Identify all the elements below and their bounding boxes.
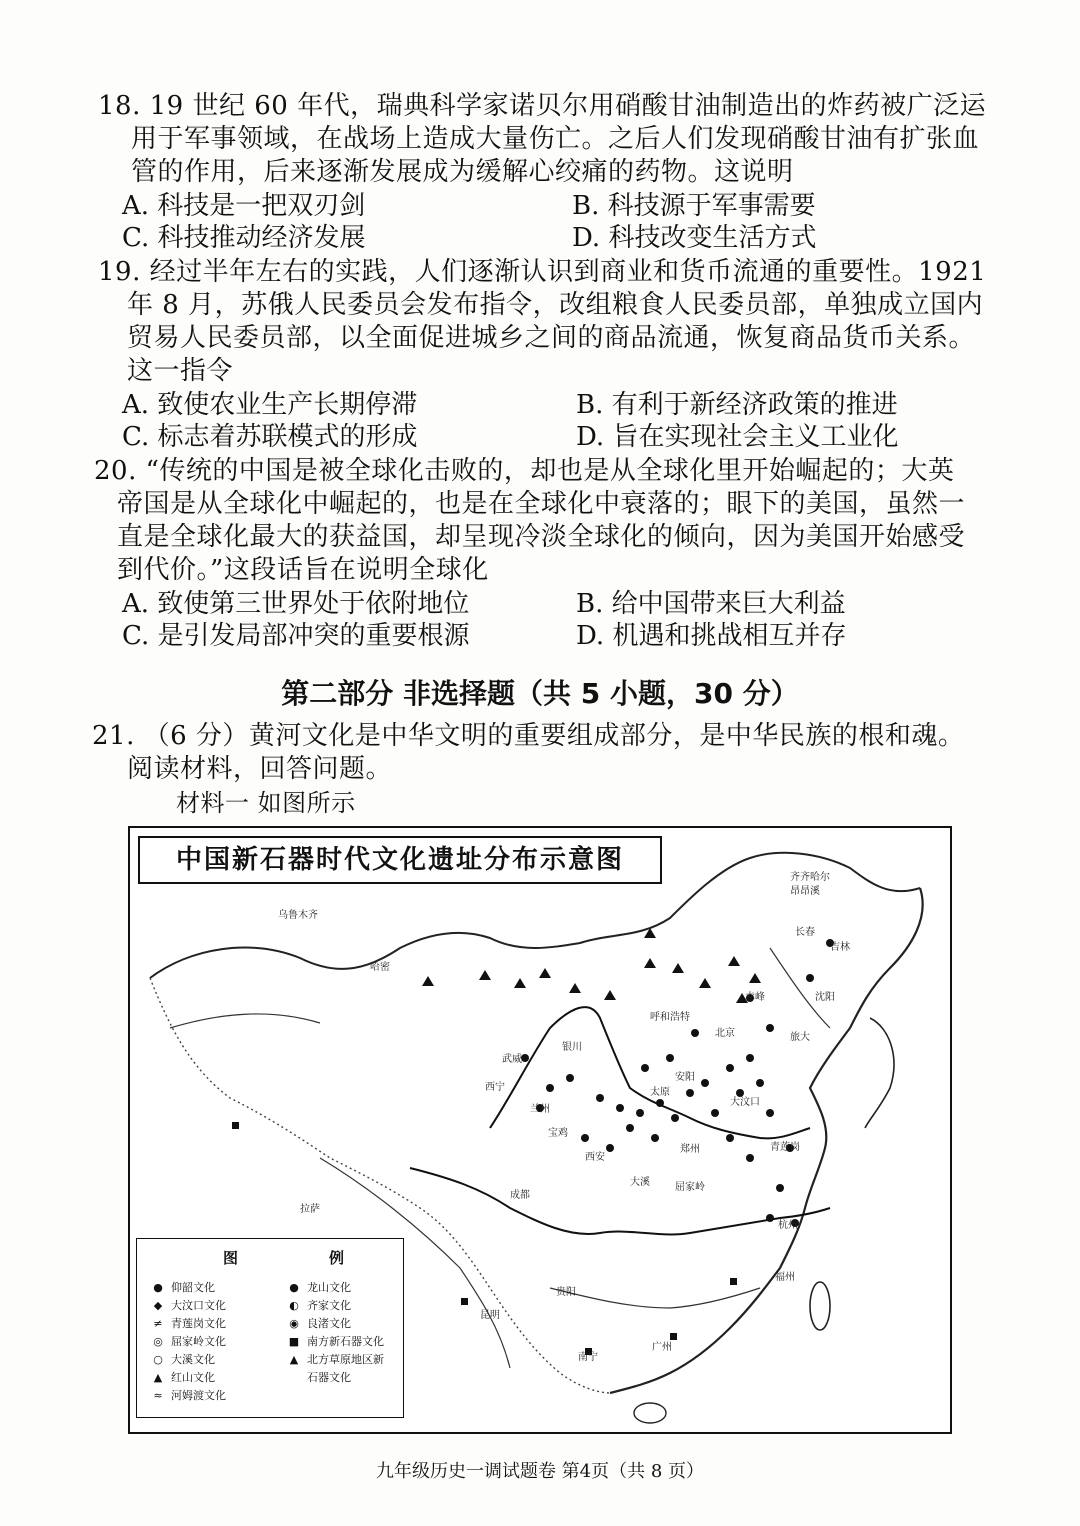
place-label: 沈阳 bbox=[815, 992, 835, 1003]
place-label: 昆明 bbox=[480, 1310, 500, 1321]
place-label: 哈密 bbox=[370, 962, 390, 973]
place-label: 成都 bbox=[510, 1190, 530, 1201]
place-label: 杭州 bbox=[778, 1220, 798, 1231]
q20-line-4: 到代价。”这段话旨在说明全球化 bbox=[117, 555, 489, 585]
legend-item bbox=[287, 1317, 351, 1331]
q20-option-c[interactable]: C. 是引发局部冲突的重要根源 bbox=[122, 621, 470, 651]
q20-option-a[interactable]: A. 致使第三世界处于依附地位 bbox=[122, 589, 470, 619]
legend-item bbox=[151, 1317, 226, 1331]
legend-label: 大汶口文化 bbox=[171, 1299, 226, 1312]
legend-symbol: ◆ bbox=[153, 1299, 163, 1312]
place-label: 昂昂溪 bbox=[790, 886, 820, 897]
place-label: 武威 bbox=[502, 1054, 522, 1065]
legend-symbol: ◉ bbox=[289, 1317, 299, 1330]
q19-line-3: 贸易人民委员部，以全面促进城乡之间的商品流通，恢复商品货币关系。 bbox=[127, 323, 976, 353]
q20-option-b[interactable]: B. 给中国带来巨大利益 bbox=[576, 589, 846, 619]
q18-option-b[interactable]: B. 科技源于军事需要 bbox=[572, 191, 816, 221]
place-label: 宝鸡 bbox=[548, 1128, 568, 1139]
legend-symbol: ▲ bbox=[289, 1353, 299, 1366]
q19-option-d[interactable]: D. 旨在实现社会主义工业化 bbox=[576, 422, 899, 452]
place-label: 屈家岭 bbox=[675, 1182, 705, 1193]
map-legend bbox=[136, 1238, 404, 1418]
place-label: 贵阳 bbox=[556, 1287, 576, 1298]
q18-option-d[interactable]: D. 科技改变生活方式 bbox=[572, 223, 817, 253]
q21-line-1: 21. （6 分）黄河文化是中华文明的重要组成部分，是中华民族的根和魂。 bbox=[92, 721, 965, 751]
legend-label: 大溪文化 bbox=[171, 1353, 215, 1366]
legend-label: 红山文化 bbox=[171, 1371, 215, 1384]
legend-item bbox=[287, 1281, 351, 1295]
legend-title-2: 例 bbox=[329, 1249, 345, 1267]
legend-symbol: ■ bbox=[288, 1335, 300, 1348]
legend-label: 良渚文化 bbox=[307, 1317, 351, 1330]
legend-label: 青莲岗文化 bbox=[171, 1317, 226, 1330]
legend-item bbox=[287, 1335, 384, 1349]
place-label: 乌鲁木齐 bbox=[278, 910, 318, 921]
legend-label: 石器文化 bbox=[307, 1371, 351, 1384]
q19-line-1: 19. 经过半年左右的实践，人们逐渐认识到商业和货币流通的重要性。1921 bbox=[98, 257, 987, 287]
place-label: 郑州 bbox=[680, 1144, 700, 1155]
map-title: 中国新石器时代文化遗址分布示意图 bbox=[138, 836, 662, 884]
q18-line-3: 管的作用，后来逐渐发展成为缓解心绞痛的药物。这说明 bbox=[131, 157, 794, 187]
q20-option-d[interactable]: D. 机遇和挑战相互并存 bbox=[576, 621, 847, 651]
legend-item bbox=[287, 1299, 351, 1313]
place-label: 广州 bbox=[652, 1342, 672, 1353]
legend-item bbox=[151, 1353, 215, 1367]
legend-item bbox=[151, 1335, 226, 1349]
place-label: 南宁 bbox=[578, 1352, 598, 1363]
q18-line-1: 18. 19 世纪 60 年代，瑞典科学家诺贝尔用硝酸甘油制造出的炸药被广泛运 bbox=[98, 91, 987, 121]
legend-item bbox=[287, 1353, 384, 1367]
place-label: 旅大 bbox=[790, 1032, 810, 1043]
q19-option-b[interactable]: B. 有利于新经济政策的推进 bbox=[576, 390, 898, 420]
legend-label: 南方新石器文化 bbox=[307, 1335, 384, 1348]
place-label: 太原 bbox=[650, 1087, 670, 1098]
legend-symbol: ▲ bbox=[153, 1371, 163, 1384]
q18-option-a[interactable]: A. 科技是一把双刃剑 bbox=[122, 191, 366, 221]
legend-label: 屈家岭文化 bbox=[171, 1335, 226, 1348]
legend-label: 龙山文化 bbox=[307, 1281, 351, 1294]
place-label: 长春 bbox=[795, 927, 815, 938]
legend-item bbox=[151, 1281, 215, 1295]
place-label: 青莲岗 bbox=[770, 1142, 800, 1153]
place-label: 西安 bbox=[585, 1152, 605, 1163]
q19-line-4: 这一指令 bbox=[127, 356, 234, 386]
place-label: 齐齐哈尔 bbox=[790, 872, 830, 883]
place-label: 赤峰 bbox=[745, 992, 765, 1003]
place-label: 福州 bbox=[775, 1272, 795, 1283]
material-label: 材料一 如图所示 bbox=[176, 789, 356, 817]
legend-label: 河姆渡文化 bbox=[171, 1389, 226, 1402]
section-title: 第二部分 非选择题（共 5 小题，30 分） bbox=[281, 677, 799, 710]
legend-symbol: ● bbox=[153, 1281, 163, 1294]
legend-symbol: ◐ bbox=[289, 1299, 299, 1312]
q19-option-a[interactable]: A. 致使农业生产长期停滞 bbox=[122, 390, 418, 420]
legend-label: 仰韶文化 bbox=[171, 1281, 215, 1294]
place-label: 北京 bbox=[715, 1028, 735, 1039]
page-footer: 九年级历史一调试题卷 第4页（共 8 页） bbox=[375, 1461, 705, 1482]
legend-label: 北方草原地区新 bbox=[307, 1353, 384, 1366]
legend-item bbox=[287, 1371, 351, 1385]
legend-symbol: ≈ bbox=[153, 1389, 163, 1402]
legend-symbol: ◎ bbox=[153, 1335, 163, 1348]
q19-line-2: 年 8 月，苏俄人民委员会发布指令，改组粮食人民委员部，单独成立国内 bbox=[127, 290, 984, 320]
legend-symbol: ● bbox=[289, 1281, 299, 1294]
place-label: 银川 bbox=[562, 1042, 582, 1053]
place-label: 兰州 bbox=[530, 1104, 550, 1115]
q20-line-1: 20. “传统的中国是被全球化击败的，却也是从全球化里开始崛起的；大英 bbox=[94, 456, 955, 486]
neolithic-map bbox=[128, 826, 952, 1434]
legend-item bbox=[151, 1299, 226, 1313]
legend-title-1: 图 bbox=[223, 1249, 239, 1267]
q20-line-3: 直是全球化最大的获益国，却呈现冷淡全球化的倾向，因为美国开始感受 bbox=[117, 522, 966, 552]
place-label: 大溪 bbox=[630, 1177, 650, 1188]
place-label: 安阳 bbox=[675, 1072, 695, 1083]
legend-item bbox=[151, 1371, 215, 1385]
legend-item bbox=[151, 1389, 226, 1403]
q18-line-2: 用于军事领域，在战场上造成大量伤亡。之后人们发现硝酸甘油有扩张血 bbox=[131, 124, 980, 154]
place-label: 西宁 bbox=[485, 1082, 505, 1093]
place-label: 吉林 bbox=[830, 942, 850, 953]
q19-option-c[interactable]: C. 标志着苏联模式的形成 bbox=[122, 422, 418, 452]
q20-line-2: 帝国是从全球化中崛起的，也是在全球化中衰落的；眼下的美国，虽然一 bbox=[117, 489, 966, 519]
legend-label: 齐家文化 bbox=[307, 1299, 351, 1312]
legend-symbol: ≠ bbox=[153, 1317, 163, 1330]
q21-line-2: 阅读材料，回答问题。 bbox=[127, 754, 393, 784]
place-label: 拉萨 bbox=[300, 1204, 320, 1215]
place-label: 大汶口 bbox=[730, 1097, 760, 1108]
legend-symbol: ○ bbox=[153, 1353, 163, 1366]
place-label: 呼和浩特 bbox=[650, 1012, 690, 1023]
q18-option-c[interactable]: C. 科技推动经济发展 bbox=[122, 223, 366, 253]
